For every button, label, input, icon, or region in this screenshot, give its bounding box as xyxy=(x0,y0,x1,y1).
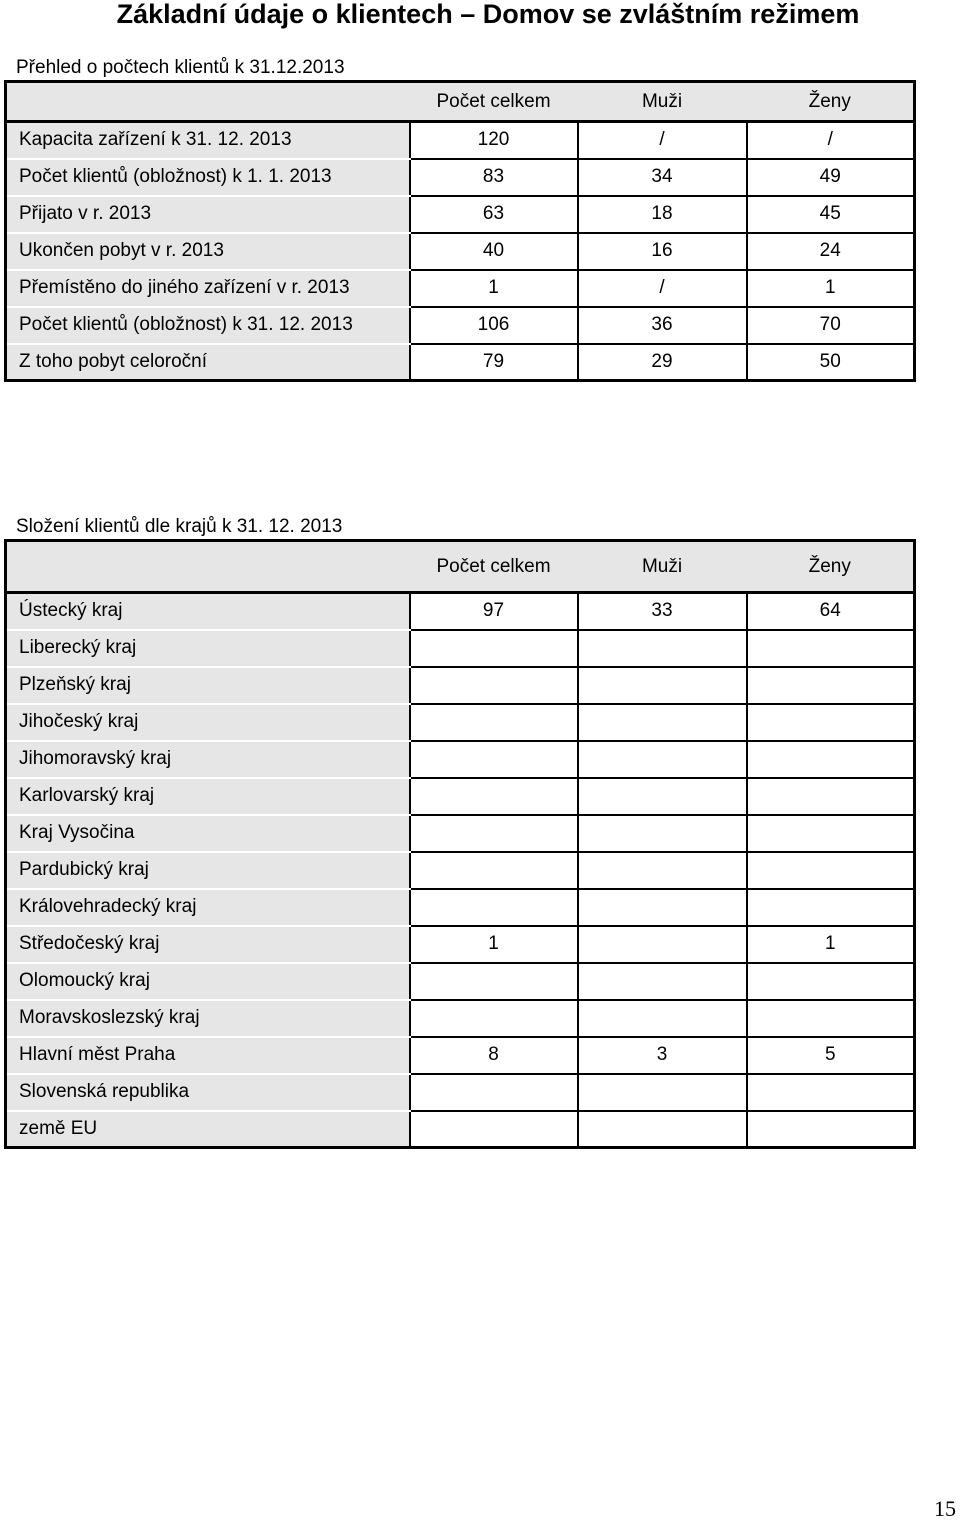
women-cell xyxy=(747,963,915,1000)
row-label: Karlovarský kraj xyxy=(6,778,410,815)
men-cell xyxy=(578,963,747,1000)
total-cell: 97 xyxy=(410,593,578,630)
men-cell xyxy=(578,1000,747,1037)
men-cell: / xyxy=(578,122,747,159)
table-row xyxy=(6,1000,915,1037)
women-cell xyxy=(747,889,915,926)
header-blank-cell xyxy=(6,541,410,593)
total-cell: 120 xyxy=(410,122,578,159)
row-label: Moravskoslezský kraj xyxy=(6,1000,410,1037)
table-row xyxy=(6,963,915,1000)
total-cell xyxy=(410,852,578,889)
column-header: Počet celkem xyxy=(410,82,578,122)
row-label: Jihomoravský kraj xyxy=(6,741,410,778)
women-cell: 49 xyxy=(747,159,915,196)
table-row xyxy=(6,122,915,159)
men-cell: 33 xyxy=(578,593,747,630)
page-title: Základní údaje o klientech – Domov se zvláštním režimem xyxy=(116,0,860,29)
women-cell: 5 xyxy=(747,1037,915,1074)
row-label: země EU xyxy=(6,1111,410,1148)
row-label: Liberecký kraj xyxy=(6,630,410,667)
total-cell xyxy=(410,1000,578,1037)
total-cell: 1 xyxy=(410,270,578,307)
men-cell: 34 xyxy=(578,159,747,196)
total-cell xyxy=(410,815,578,852)
table-row xyxy=(6,1037,915,1074)
women-cell: 1 xyxy=(747,270,915,307)
table-row xyxy=(6,704,915,741)
table-row xyxy=(6,307,915,344)
row-label: Plzeňský kraj xyxy=(6,667,410,704)
table-row xyxy=(6,1074,915,1111)
row-label: Hlavní měst Praha xyxy=(6,1037,410,1074)
total-cell: 63 xyxy=(410,196,578,233)
row-label: Počet klientů (obložnost) k 31. 12. 2013 xyxy=(6,307,410,344)
table-row xyxy=(6,270,915,307)
men-cell xyxy=(578,1074,747,1111)
women-cell xyxy=(747,778,915,815)
total-cell xyxy=(410,778,578,815)
women-cell xyxy=(747,815,915,852)
row-label: Kraj Vysočina xyxy=(6,815,410,852)
men-cell xyxy=(578,889,747,926)
men-cell xyxy=(578,815,747,852)
row-label: Počet klientů (obložnost) k 1. 1. 2013 xyxy=(6,159,410,196)
men-cell xyxy=(578,926,747,963)
men-cell xyxy=(578,852,747,889)
total-cell xyxy=(410,630,578,667)
women-cell: 64 xyxy=(747,593,915,630)
table-row xyxy=(6,593,915,630)
row-label: Přijato v r. 2013 xyxy=(6,196,410,233)
total-cell xyxy=(410,963,578,1000)
header-blank-cell xyxy=(6,82,410,122)
women-cell: / xyxy=(747,122,915,159)
row-label: Ukončen pobyt v r. 2013 xyxy=(6,233,410,270)
women-cell: 24 xyxy=(747,233,915,270)
table-row xyxy=(6,630,915,667)
table-row xyxy=(6,815,915,852)
row-label: Kapacita zařízení k 31. 12. 2013 xyxy=(6,122,410,159)
row-label: Olomoucký kraj xyxy=(6,963,410,1000)
total-cell xyxy=(410,704,578,741)
clients-by-region-table xyxy=(4,539,916,1149)
total-cell: 79 xyxy=(410,344,578,381)
women-cell xyxy=(747,667,915,704)
men-cell: 16 xyxy=(578,233,747,270)
row-label: Jihočeský kraj xyxy=(6,704,410,741)
women-cell xyxy=(747,1074,915,1111)
total-cell: 83 xyxy=(410,159,578,196)
page-number: 15 xyxy=(934,1496,956,1521)
total-cell: 8 xyxy=(410,1037,578,1074)
table-row xyxy=(6,778,915,815)
women-cell xyxy=(747,1111,915,1148)
table-row xyxy=(6,159,915,196)
table-row xyxy=(6,344,915,381)
men-cell: 18 xyxy=(578,196,747,233)
clients-count-table xyxy=(4,80,916,382)
men-cell xyxy=(578,667,747,704)
women-cell: 50 xyxy=(747,344,915,381)
men-cell xyxy=(578,630,747,667)
men-cell xyxy=(578,741,747,778)
men-cell xyxy=(578,1111,747,1148)
header-row xyxy=(6,541,915,593)
row-label: Ústecký kraj xyxy=(6,593,410,630)
women-cell xyxy=(747,1000,915,1037)
total-cell xyxy=(410,667,578,704)
table-row xyxy=(6,852,915,889)
men-cell xyxy=(578,778,747,815)
women-cell xyxy=(747,704,915,741)
column-header: Muži xyxy=(578,82,747,122)
row-label: Pardubický kraj xyxy=(6,852,410,889)
men-cell: 3 xyxy=(578,1037,747,1074)
table-row xyxy=(6,926,915,963)
men-cell: 36 xyxy=(578,307,747,344)
table-row xyxy=(6,889,915,926)
women-cell xyxy=(747,741,915,778)
women-cell: 70 xyxy=(747,307,915,344)
column-header: Muži xyxy=(578,541,747,593)
men-cell: / xyxy=(578,270,747,307)
total-cell: 1 xyxy=(410,926,578,963)
men-cell xyxy=(578,704,747,741)
total-cell: 106 xyxy=(410,307,578,344)
column-header: Ženy xyxy=(747,541,915,593)
table-row xyxy=(6,196,915,233)
total-cell xyxy=(410,1074,578,1111)
table-row xyxy=(6,667,915,704)
row-label: Přemístěno do jiného zařízení v r. 2013 xyxy=(6,270,410,307)
row-label: Královehradecký kraj xyxy=(6,889,410,926)
table-row xyxy=(6,233,915,270)
table2-caption: Složení klientů dle krajů k 31. 12. 2013 xyxy=(16,516,343,537)
header-row xyxy=(6,82,915,122)
table-row xyxy=(6,741,915,778)
women-cell: 1 xyxy=(747,926,915,963)
table1-caption: Přehled o počtech klientů k 31.12.2013 xyxy=(16,57,345,78)
total-cell xyxy=(410,889,578,926)
men-cell: 29 xyxy=(578,344,747,381)
total-cell xyxy=(410,1111,578,1148)
table-row xyxy=(6,1111,915,1148)
row-label: Slovenská republika xyxy=(6,1074,410,1111)
row-label: Středočeský kraj xyxy=(6,926,410,963)
women-cell xyxy=(747,630,915,667)
column-header: Ženy xyxy=(747,82,915,122)
total-cell xyxy=(410,741,578,778)
women-cell: 45 xyxy=(747,196,915,233)
column-header: Počet celkem xyxy=(410,541,578,593)
total-cell: 40 xyxy=(410,233,578,270)
women-cell xyxy=(747,852,915,889)
row-label: Z toho pobyt celoroční xyxy=(6,344,410,381)
